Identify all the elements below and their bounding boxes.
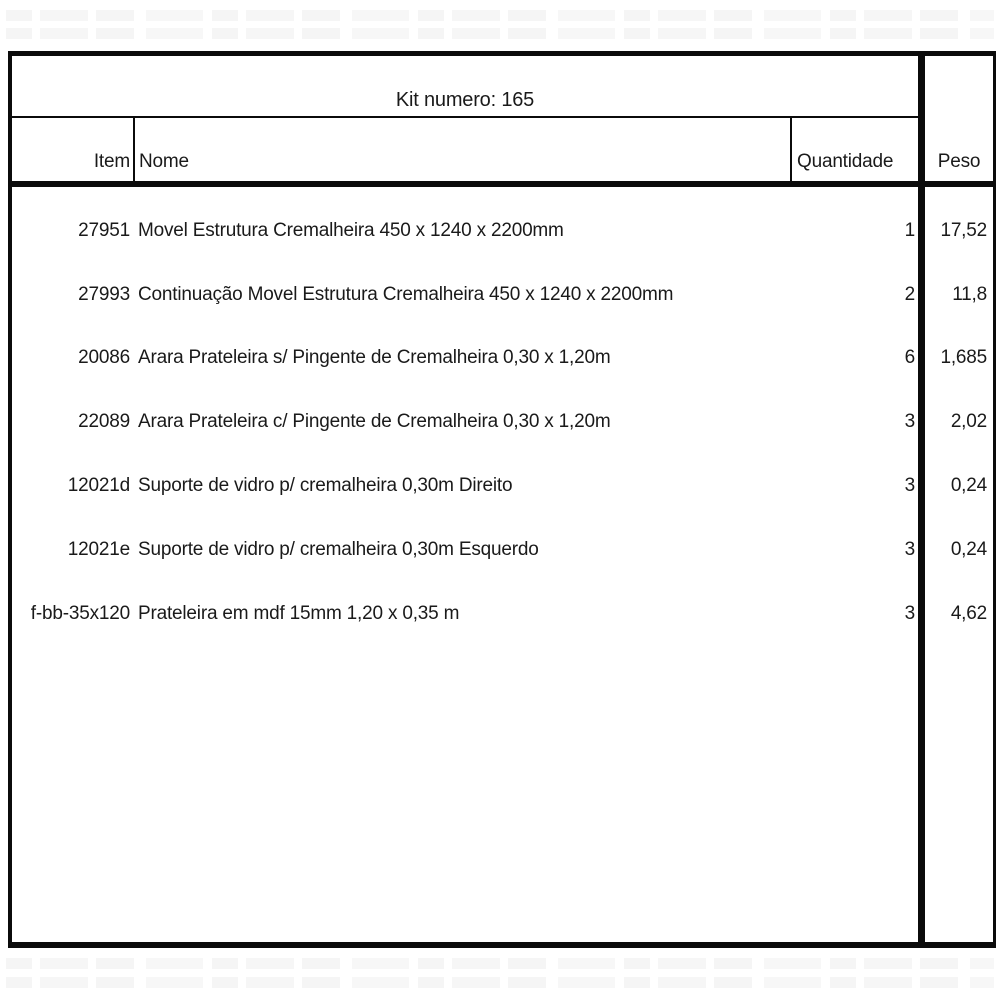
item-code-cell: f-bb-35x120: [30, 602, 130, 624]
column-header-peso: Peso: [937, 151, 981, 172]
peso-cell: 0,24: [950, 474, 987, 496]
nome-cell: Arara Prateleira s/ Pingente de Cremalheira 0,30 x 1,20m: [138, 347, 611, 369]
table-row: [12, 570, 993, 634]
nome-quantidade-divider: [790, 118, 792, 181]
quantidade-cell: 3: [904, 538, 915, 560]
table-border-bottom: [8, 942, 996, 948]
peso-cell: 0,24: [950, 538, 987, 560]
peso-cell: 4,62: [950, 602, 987, 624]
table-row: [12, 378, 993, 442]
peso-cell: 1,685: [940, 347, 987, 369]
nome-cell: Suporte de vidro p/ cremalheira 0,30m Direito: [138, 474, 513, 496]
table-row: [12, 251, 993, 315]
quantidade-cell: 3: [904, 411, 915, 433]
title-row-separator: [8, 116, 918, 118]
column-header-item: Item: [93, 151, 130, 172]
item-code-cell: 27993: [78, 283, 130, 305]
ghost-text-artifact-top: [6, 28, 994, 39]
quantidade-cell: 3: [904, 474, 915, 496]
peso-cell: 17,52: [940, 219, 987, 241]
item-code-cell: 27951: [78, 219, 130, 241]
quantidade-cell: 3: [904, 602, 915, 624]
nome-cell: Continuação Movel Estrutura Cremalheira 450 x 1240 x 2200mm: [138, 283, 674, 305]
column-header-nome: Nome: [139, 151, 189, 172]
table-row: [12, 442, 993, 506]
table-row: [12, 506, 993, 570]
quantidade-cell: 6: [904, 347, 915, 369]
quantidade-cell: 1: [904, 219, 915, 241]
ghost-text-artifact-bottom: [6, 977, 994, 988]
ghost-text-artifact-bottom: [6, 958, 994, 969]
table-border-top: [8, 51, 996, 56]
nome-cell: Movel Estrutura Cremalheira 450 x 1240 x 2200mm: [138, 219, 564, 241]
column-header-quantidade: Quantidade: [797, 151, 894, 172]
kit-title: Kit numero: 165: [395, 89, 535, 111]
nome-cell: Suporte de vidro p/ cremalheira 0,30m Esquerdo: [138, 538, 539, 560]
item-code-cell: 20086: [78, 347, 130, 369]
item-nome-divider: [133, 118, 135, 181]
nome-cell: Arara Prateleira c/ Pingente de Cremalheira 0,30 x 1,20m: [138, 411, 611, 433]
table-row: [12, 315, 993, 379]
item-code-cell: 12021e: [67, 538, 130, 560]
peso-cell: 2,02: [950, 411, 987, 433]
quantidade-cell: 2: [904, 283, 915, 305]
item-code-cell: 22089: [78, 411, 130, 433]
table-row: [12, 187, 993, 251]
peso-cell: 11,8: [952, 283, 987, 305]
nome-cell: Prateleira em mdf 15mm 1,20 x 0,35 m: [138, 602, 460, 624]
ghost-text-artifact-top: [6, 10, 994, 21]
item-code-cell: 12021d: [67, 474, 130, 496]
